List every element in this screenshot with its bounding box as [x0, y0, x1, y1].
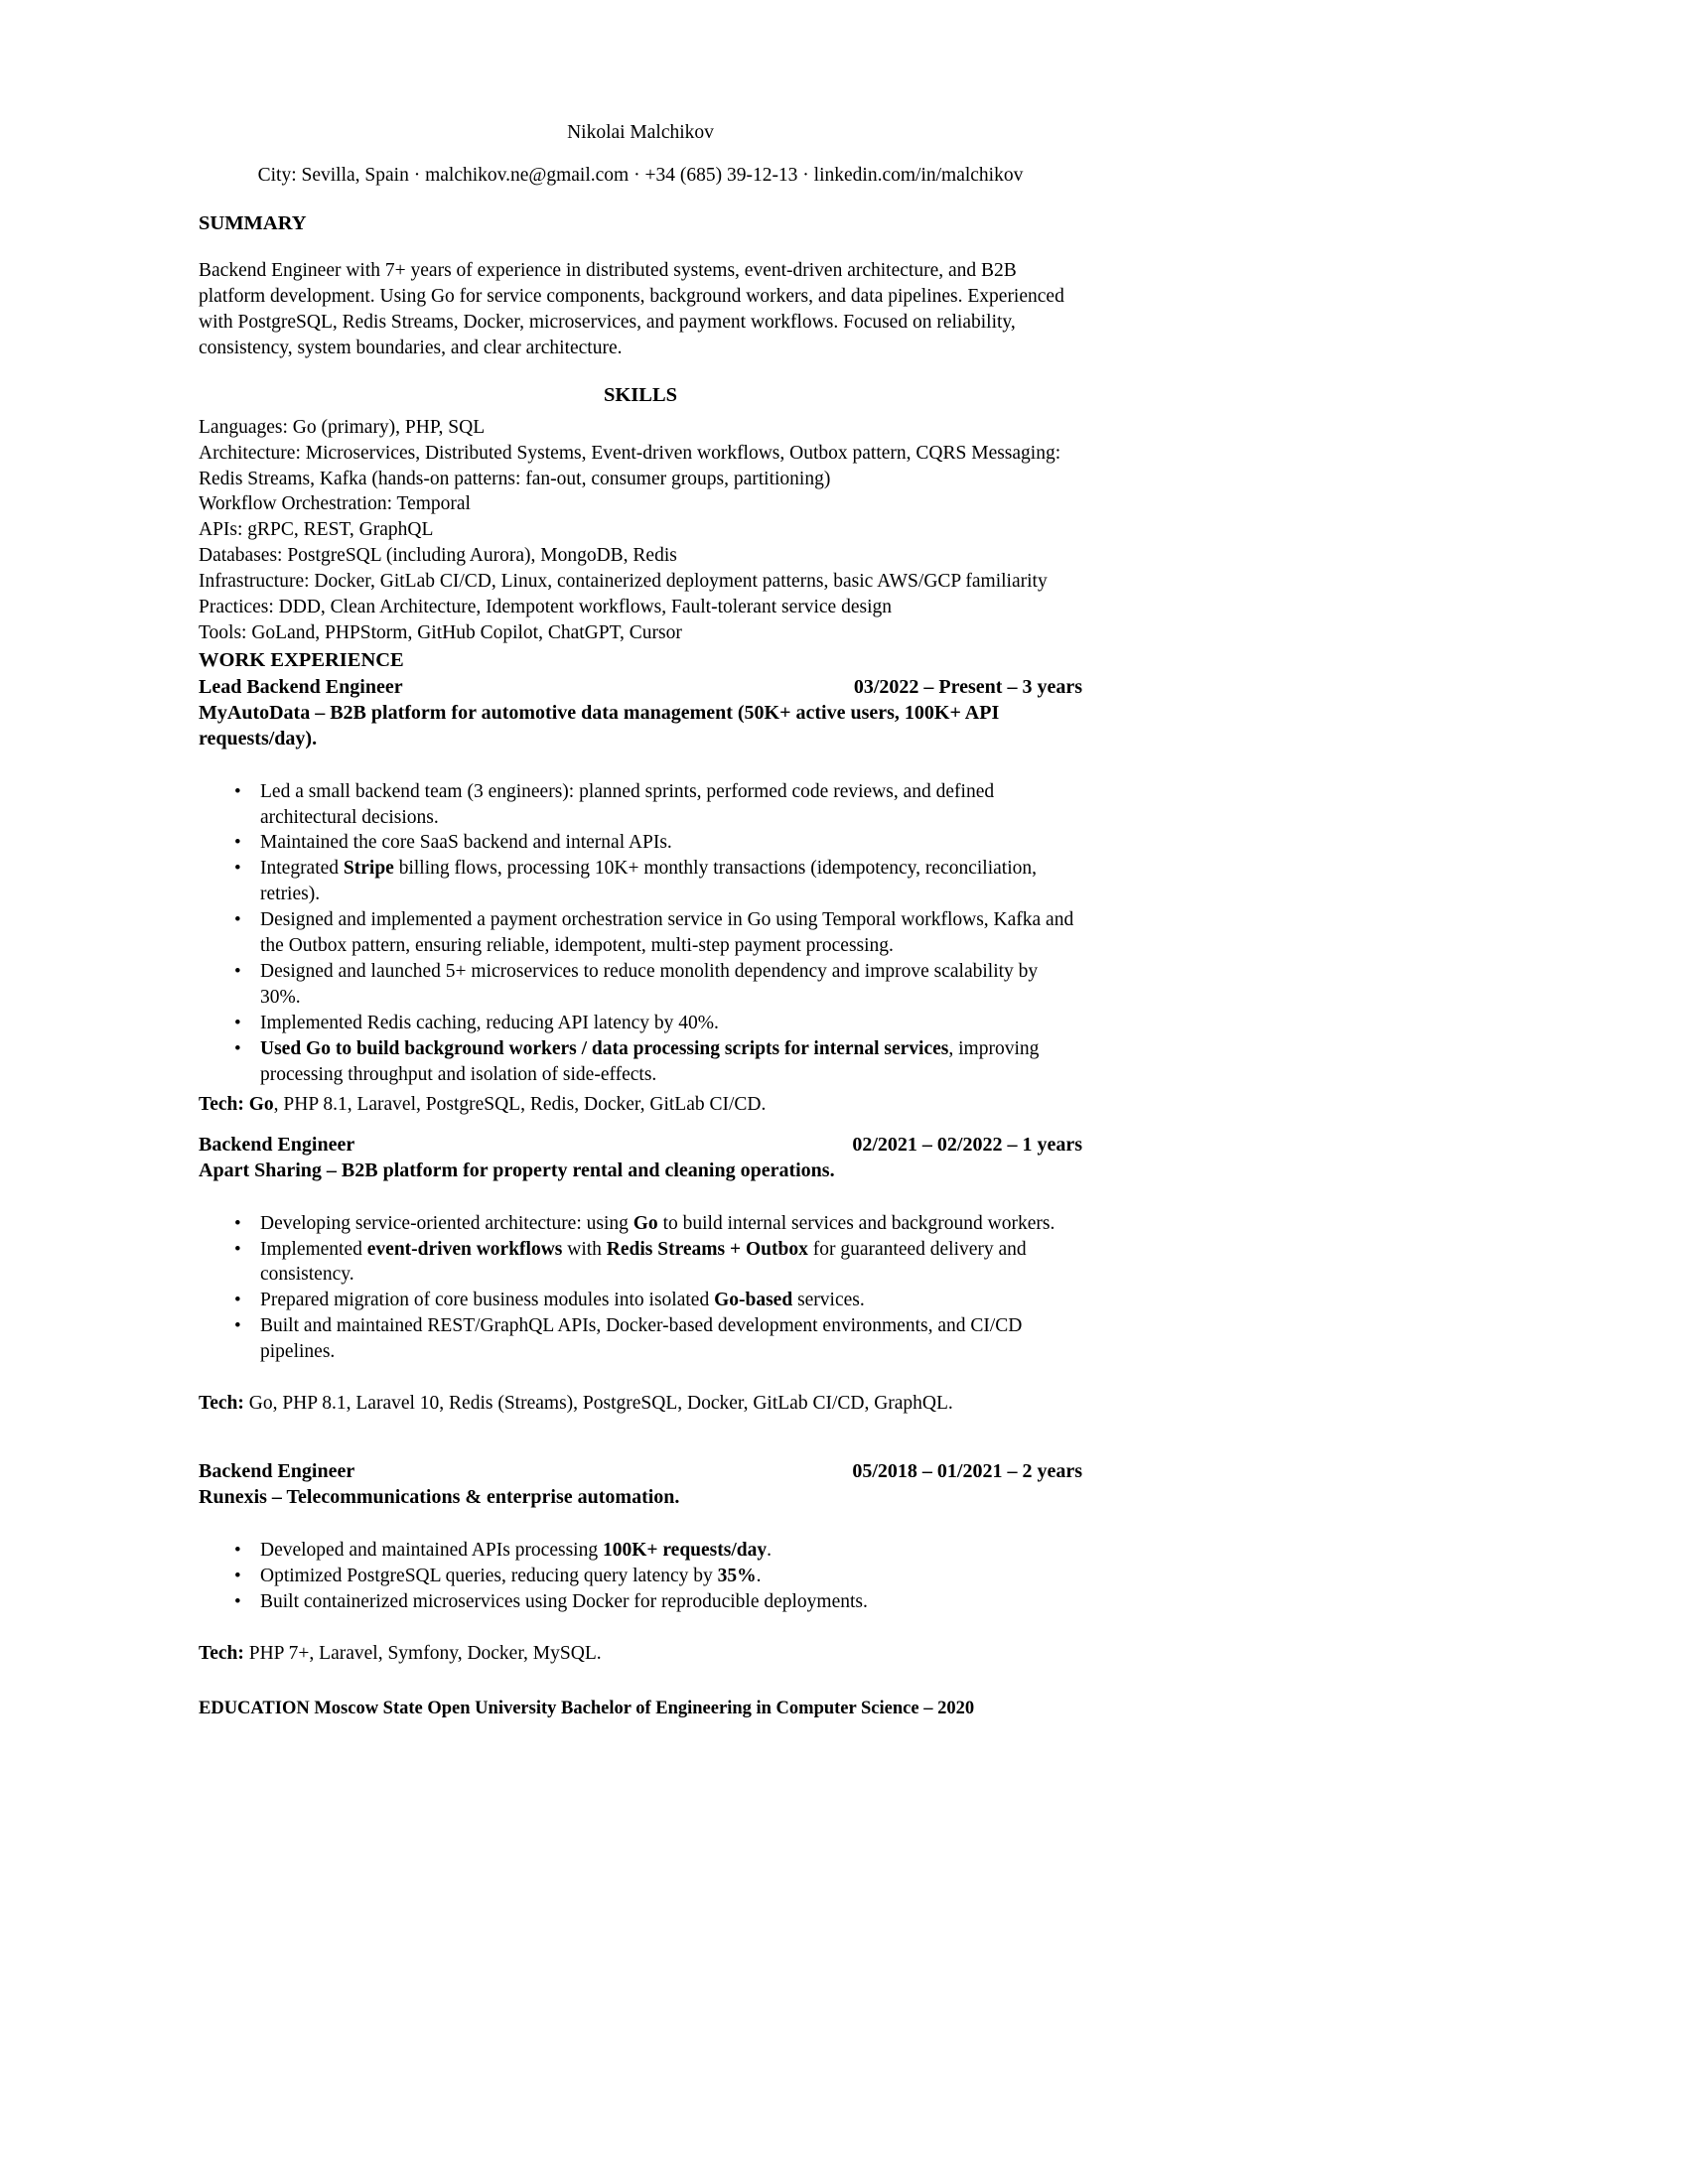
education-label: EDUCATION: [199, 1698, 310, 1718]
bullet-text-pre: Developing service-oriented architecture: using: [260, 1212, 633, 1234]
list-item: [199, 1211, 1082, 1237]
job-entry: [199, 674, 1082, 1118]
job-dates: 03/2022 – Present – 3 years: [853, 675, 1082, 698]
bullet-text-emphasis: 100K+ requests/day: [602, 1540, 768, 1562]
section-heading-skills: SKILLS: [603, 384, 678, 407]
list-item: [199, 1538, 1082, 1564]
tech-label: Tech:: [199, 1642, 244, 1664]
skill-line: Languages: Go (primary), PHP, SQL: [199, 416, 486, 438]
bullet-text-pre: Developed and maintained APIs processing: [260, 1540, 603, 1562]
bullet-text: Implemented Redis caching, reducing API latency by 40%.: [260, 1012, 719, 1033]
list-item: [199, 1288, 1082, 1313]
bullet-text: Led a small backend team (3 engineers): planned sprints, performed code reviews, and defined architectural decisions.: [260, 780, 995, 828]
list-item: [199, 1564, 1082, 1589]
bullet-text: Built containerized microservices using Docker for reproducible deployments.: [260, 1590, 868, 1612]
bullet-icon: •: [234, 909, 241, 931]
skill-line: Architecture: Microservices, Distributed Systems, Event-driven workflows, Outbox pattern, CQRS Messaging:: [199, 442, 1061, 464]
bullet-text-emphasis: 35%: [717, 1566, 757, 1586]
job-bullets: [199, 1211, 1082, 1366]
tech-value: Go, PHP 8.1, Laravel 10, Redis (Streams), PostgreSQL, Docker, GitLab CI/CD, GraphQL.: [243, 1393, 953, 1415]
tech-label: Tech:: [199, 1093, 244, 1115]
bullet-text: Designed and implemented a payment orchestration service in Go using Temporal workflows, Kafka and the Outbox pattern, ensuring reliable, idempotent, multi-step payment processing.: [260, 909, 1074, 957]
bullet-text: Built and maintained REST/GraphQL APIs, Docker-based development environments, and CI/CD pipelines.: [260, 1315, 1023, 1363]
bullet-icon: •: [234, 1037, 241, 1059]
job-bullets: [199, 779, 1082, 1088]
skills-list: [199, 415, 1082, 646]
bullet-icon: •: [234, 961, 241, 983]
skill-line: Infrastructure: Docker, GitLab CI/CD, Linux, containerized deployment patterns, basic AWS/GCP familiarity: [199, 571, 1048, 593]
job-entry: [199, 1458, 1082, 1667]
bullet-text-post: .: [756, 1566, 762, 1586]
list-item: [199, 779, 1082, 831]
bullet-text-pre: Optimized PostgreSQL queries, reducing query latency by: [260, 1566, 718, 1586]
bullet-text-emphasis: Go: [633, 1212, 658, 1234]
bullet-text-emphasis: event-driven workflows: [366, 1238, 563, 1260]
list-item: [199, 1237, 1082, 1289]
bullet-text-pre: Prepared migration of core business modules into isolated: [260, 1290, 715, 1311]
bullet-icon: •: [234, 1566, 241, 1586]
education-line: [199, 1697, 1082, 1720]
job-company: MyAutoData – B2B platform for automotive data management (50K+ active users, 100K+ API requests/day).: [199, 701, 1000, 750]
tech-value: , PHP 8.1, Laravel, PostgreSQL, Redis, Docker, GitLab CI/CD.: [273, 1093, 767, 1115]
bullet-text-pre: Implemented: [260, 1238, 367, 1260]
job-header: [199, 1132, 1082, 1158]
job-dates: 05/2018 – 01/2021 – 2 years: [852, 1460, 1082, 1483]
job-header: [199, 674, 1082, 700]
bullet-icon: •: [234, 832, 241, 854]
section-heading-work-experience: WORK EXPERIENCE: [199, 649, 404, 672]
bullet-text-post: billing flows, processing 10K+ monthly transactions (idempotency, reconciliation, retries).: [260, 858, 1037, 905]
bullet-icon: •: [234, 1540, 241, 1562]
job-dates: 02/2021 – 02/2022 – 1 years: [852, 1133, 1082, 1156]
bullet-text-emphasis: Stripe: [343, 858, 394, 880]
list-item: [199, 1313, 1082, 1365]
bullet-text-pre: Integrated: [260, 858, 344, 880]
bullet-text-post: services.: [792, 1290, 865, 1311]
list-item: [199, 1011, 1082, 1036]
bullet-text-post: .: [767, 1540, 772, 1562]
job-tech-line: [199, 1391, 1082, 1417]
spacer: [199, 1667, 1082, 1697]
skill-line: Practices: DDD, Clean Architecture, Idempotent workflows, Fault-tolerant service design: [199, 597, 893, 618]
skill-line: Workflow Orchestration: Temporal: [199, 493, 471, 515]
job-header: [199, 1458, 1082, 1484]
summary-paragraph: Backend Engineer with 7+ years of experience in distributed systems, event-driven architecture, and B2B platform development. Using Go for service components, background workers, and data pipelines. Experienced with PostgreSQL, Redis Streams, Docker, microservices, and payment workflows. Focused on reliability, consistency, system boundaries, and clear architecture.: [199, 260, 1064, 359]
bullet-icon: •: [234, 1590, 241, 1612]
list-item: [199, 830, 1082, 856]
bullet-icon: •: [234, 1012, 241, 1033]
job-company: Runexis – Telecommunications & enterprise automation.: [199, 1486, 680, 1509]
bullet-text-emphasis: Go-based: [714, 1290, 793, 1311]
education-detail: Moscow State Open University Bachelor of Engineering in Computer Science – 2020: [309, 1698, 975, 1718]
bullet-text: Designed and launched 5+ microservices to reduce monolith dependency and improve scalability by 30%.: [260, 961, 1039, 1009]
bullet-text-emphasis: Used Go to build background workers / data processing scripts for internal services: [260, 1037, 949, 1059]
bullet-icon: •: [234, 1290, 241, 1311]
contact-line: City: Sevilla, Spain · malchikov.ne@gmail.com · +34 (685) 39-12-13 · linkedin.com/in/malchikov: [257, 165, 1024, 187]
resume-content: [199, 0, 1082, 1720]
skill-line: APIs: gRPC, REST, GraphQL: [199, 519, 434, 541]
job-bullets: [199, 1538, 1082, 1615]
section-heading-summary: SUMMARY: [199, 211, 307, 234]
job-title: Lead Backend Engineer: [199, 675, 403, 698]
bullet-icon: •: [234, 1315, 241, 1337]
list-item: [199, 856, 1082, 907]
job-title: Backend Engineer: [199, 1460, 355, 1483]
bullet-icon: •: [234, 1212, 241, 1234]
job-entry: [199, 1132, 1082, 1417]
list-item: [199, 907, 1082, 959]
tech-value: PHP 7+, Laravel, Symfony, Docker, MySQL.: [243, 1642, 602, 1664]
tech-emphasis: Go: [243, 1093, 274, 1115]
job-tech-line: [199, 1092, 1082, 1118]
bullet-text: Maintained the core SaaS backend and internal APIs.: [260, 832, 672, 854]
bullet-text-post: , improving processing throughput and isolation of side-effects.: [260, 1037, 1040, 1085]
bullet-icon: •: [234, 780, 241, 802]
bullet-text-post: to build internal services and background workers.: [657, 1212, 1055, 1234]
skill-line: Redis Streams, Kafka (hands-on patterns: fan-out, consumer groups, partitioning): [199, 468, 831, 489]
candidate-name: Nikolai Malchikov: [567, 122, 714, 143]
list-item: [199, 1036, 1082, 1088]
bullet-text-mid: with: [562, 1238, 607, 1260]
job-title: Backend Engineer: [199, 1133, 355, 1156]
job-company: Apart Sharing – B2B platform for property rental and cleaning operations.: [199, 1159, 835, 1181]
bullet-icon: •: [234, 1238, 241, 1260]
bullet-text-emphasis-2: Redis Streams + Outbox: [606, 1238, 808, 1260]
list-item: [199, 1589, 1082, 1615]
list-item: [199, 959, 1082, 1011]
bullet-text-post: for guaranteed delivery and consistency.: [260, 1238, 1027, 1286]
job-tech-line: [199, 1641, 1082, 1667]
skill-line: Databases: PostgreSQL (including Aurora), MongoDB, Redis: [199, 545, 677, 567]
bullet-icon: •: [234, 858, 241, 880]
tech-label: Tech:: [199, 1393, 244, 1415]
skill-line: Tools: GoLand, PHPStorm, GitHub Copilot, ChatGPT, Cursor: [199, 622, 682, 644]
